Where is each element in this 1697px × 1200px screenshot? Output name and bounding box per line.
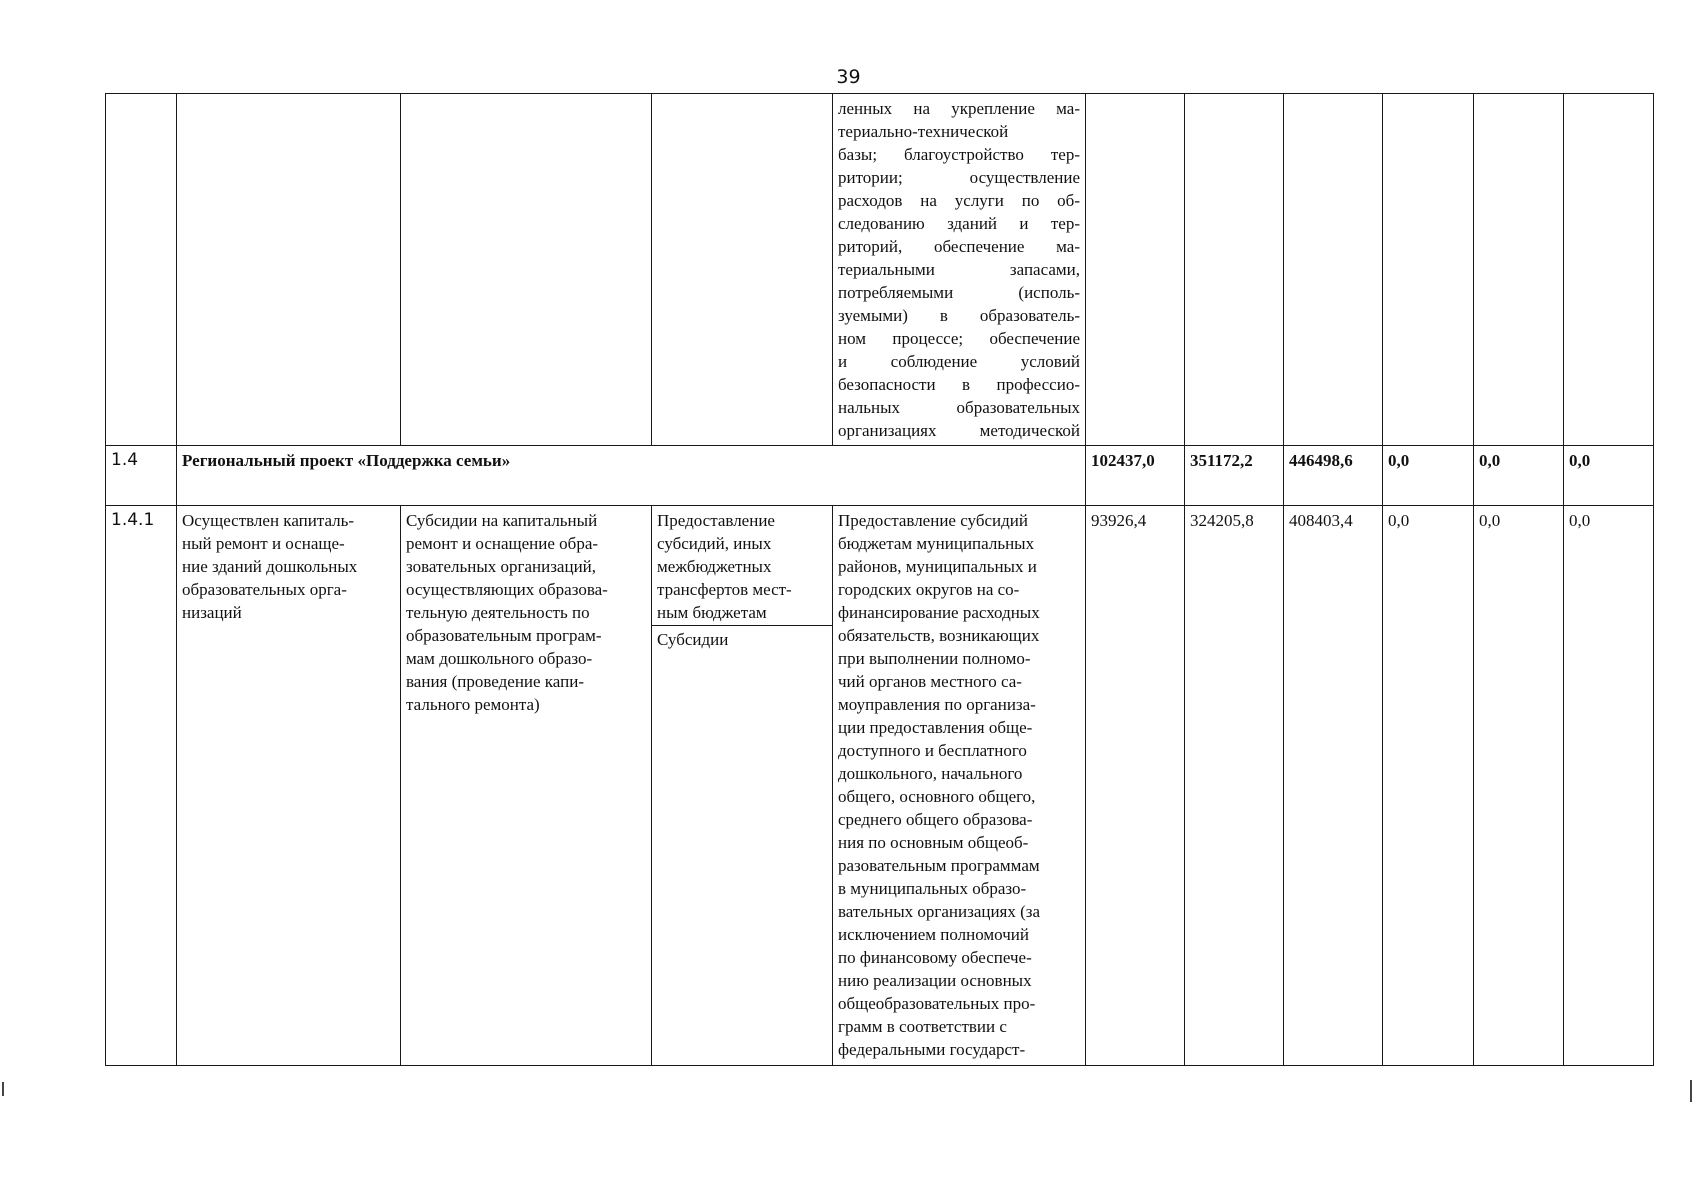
cont-cell-number (106, 94, 177, 446)
text-line: городских округов на со- (838, 580, 1020, 599)
text-line: доступного и бесплатного (838, 741, 1027, 760)
row-number: 1.4.1 (106, 506, 177, 1066)
text-line: ным бюджетам (657, 603, 767, 622)
text-line: среднего общего образова- (838, 810, 1033, 829)
text-line: тельную деятельность по (406, 603, 590, 622)
cont-cell-form (652, 94, 833, 446)
result-text (182, 509, 395, 624)
text-line: териально-технической (838, 122, 1009, 141)
text-line: потребляемыми (исполь- (838, 283, 1080, 302)
value-cell: 0,0 (1383, 506, 1474, 1066)
form-cell (652, 506, 833, 1066)
text-line: районов, муниципальных и (838, 557, 1037, 576)
text-line: образовательных орга- (182, 580, 347, 599)
program-table (105, 93, 1654, 1066)
cont-cell-value-2 (1185, 94, 1284, 446)
cont-cell-measure (401, 94, 652, 446)
continuation-row (106, 94, 1654, 446)
text-line: разовательным программам (838, 856, 1040, 875)
measure-text (406, 509, 646, 716)
text-line: ния по основным общеоб- (838, 833, 1029, 852)
value-cell: 0,0 (1564, 506, 1654, 1066)
text-line: бюджетам муниципальных (838, 534, 1035, 553)
value-cell: 0,0 (1474, 446, 1564, 506)
value-cell: 351172,2 (1185, 446, 1284, 506)
table-row (106, 506, 1654, 1066)
text-line: по финансовому обеспече- (838, 948, 1032, 967)
cont-cell-value-4 (1383, 94, 1474, 446)
result-cell (177, 506, 401, 1066)
text-line: риторий, обеспечение ма- (838, 237, 1080, 256)
text-line: трансфертов мест- (657, 580, 792, 599)
text-line: моуправления по организа- (838, 695, 1036, 714)
value-cell: 102437,0 (1086, 446, 1185, 506)
text-line: ном процессе; обеспечение (838, 329, 1080, 348)
continuation-description-text (838, 97, 1080, 442)
text-line: и соблюдение условий (838, 352, 1080, 371)
scan-edge-mark (2, 1082, 4, 1096)
text-line: мам дошкольного образо- (406, 649, 593, 668)
text-line: тального ремонта) (406, 695, 540, 714)
text-line: нальных образовательных (838, 398, 1080, 417)
text-line: дошкольного, начального (838, 764, 1023, 783)
cont-cell-result (177, 94, 401, 446)
text-line: базы; благоустройство тер- (838, 145, 1080, 164)
text-line: ние зданий дошкольных (182, 557, 358, 576)
text-line: ный ремонт и оснаще- (182, 534, 345, 553)
text-line: при выполнении полномо- (838, 649, 1031, 668)
text-line: субсидий, иных (657, 534, 772, 553)
text-line: Осуществлен капиталь- (182, 511, 355, 530)
description-cell (833, 506, 1086, 1066)
cont-cell-value-3 (1284, 94, 1383, 446)
value-cell: 0,0 (1383, 446, 1474, 506)
text-line: грамм в соответствии с (838, 1017, 1007, 1036)
text-line: следованию зданий и тер- (838, 214, 1080, 233)
text-line: вания (проведение капи- (406, 672, 584, 691)
form-subtype: Субсидии (657, 630, 729, 649)
text-line: общего, основного общего, (838, 787, 1036, 806)
cont-cell-value-1 (1086, 94, 1185, 446)
value-cell: 0,0 (1564, 446, 1654, 506)
text-line: Предоставление субсидий (838, 511, 1028, 530)
text-line: низаций (182, 603, 242, 622)
cont-cell-value-6 (1564, 94, 1654, 446)
page-number: 39 (836, 66, 861, 88)
text-line: межбюджетных (657, 557, 772, 576)
text-line: ритории; осуществление (838, 168, 1080, 187)
text-line: осуществляющих образова- (406, 580, 608, 599)
text-line: безопасности в профессио- (838, 375, 1080, 394)
text-line: в муниципальных образо- (838, 879, 1027, 898)
form-text (652, 506, 832, 626)
cont-cell-description (833, 94, 1086, 446)
text-line: ции предоставления обще- (838, 718, 1033, 737)
cont-cell-value-5 (1474, 94, 1564, 446)
text-line: расходов на услуги по об- (838, 191, 1080, 210)
table-row (106, 446, 1654, 506)
text-line: ленных на укрепление ма- (838, 99, 1080, 118)
text-line: ремонт и оснащение обра- (406, 534, 599, 553)
text-line: нию реализации основных (838, 971, 1032, 990)
project-title: Региональный проект «Поддержка семьи» (177, 446, 1086, 506)
text-line: общеобразовательных про- (838, 994, 1036, 1013)
value-cell: 408403,4 (1284, 506, 1383, 1066)
text-line: вательных организациях (за (838, 902, 1041, 921)
value-cell: 0,0 (1474, 506, 1564, 1066)
text-line: образовательным програм- (406, 626, 602, 645)
text-line: исключением полномочий (838, 925, 1029, 944)
text-line: финансирование расходных (838, 603, 1040, 622)
text-line: Предоставление (657, 511, 775, 530)
text-line: чий органов местного са- (838, 672, 1022, 691)
text-line: зуемыми) в образователь- (838, 306, 1080, 325)
description-text (838, 509, 1080, 1061)
value-cell: 446498,6 (1284, 446, 1383, 506)
scan-edge-mark (1690, 1080, 1692, 1102)
text-line: териальными запасами, (838, 260, 1080, 279)
row-number: 1.4 (106, 446, 177, 506)
text-line: Субсидии на капитальный (406, 511, 598, 530)
text-line: организациях методической (838, 421, 1080, 440)
value-cell: 324205,8 (1185, 506, 1284, 1066)
text-line: обязательств, возникающих (838, 626, 1040, 645)
measure-cell (401, 506, 652, 1066)
text-line: зовательных организаций, (406, 557, 597, 576)
text-line: федеральными государст- (838, 1040, 1026, 1059)
value-cell: 93926,4 (1086, 506, 1185, 1066)
